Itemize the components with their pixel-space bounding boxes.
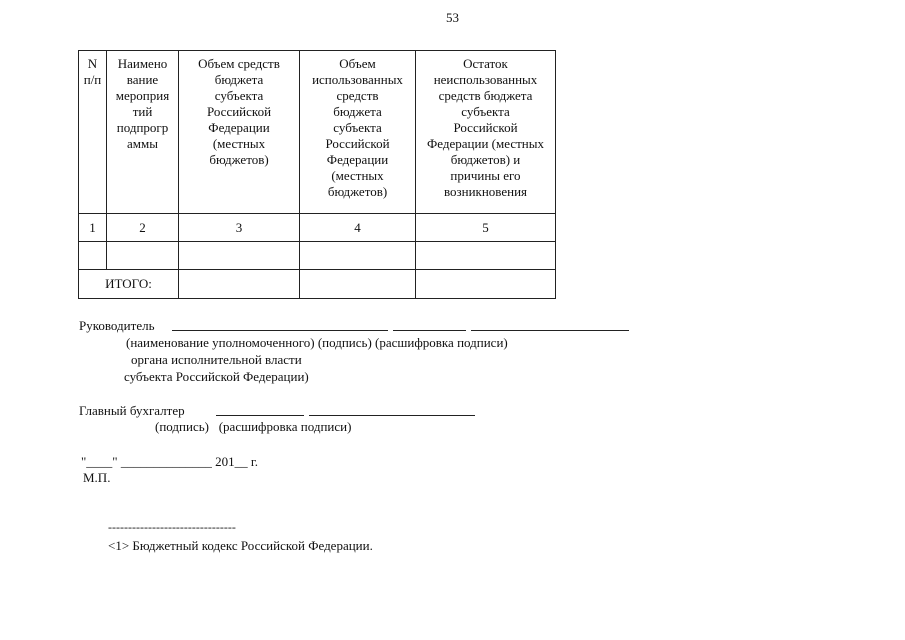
accountant-label: Главный бухгалтер [79, 403, 185, 418]
page-number: 53 [446, 10, 459, 25]
column-number: 2 [107, 214, 179, 242]
table-cell [416, 242, 556, 270]
head-decode-line [471, 330, 629, 331]
total-cell [416, 270, 556, 299]
table-header-row [79, 51, 556, 214]
header-cell-activity-name: Наимено вание мероприя тий подпрогр аммы [107, 51, 179, 214]
column-number-row [79, 214, 556, 242]
header-cell-budget-volume: Объем средств бюджета субъекта Российской Федерации (местных бюджетов) [179, 51, 300, 214]
header-cell-remaining-balance: Остаток неиспользованных средств бюджета субъекта Российской Федерации (местных бюджетов) и причины его возникновения [416, 51, 556, 214]
table-cell [79, 242, 107, 270]
footnote-separator: -------------------------------- [108, 520, 236, 534]
stamp-label: М.П. [83, 470, 111, 485]
column-number: 3 [179, 214, 300, 242]
head-caption-line3: субъекта Российской Федерации) [124, 369, 309, 384]
date-line: "____" ______________ 201__ г. [81, 454, 258, 469]
header-cell-number: N п/п [79, 51, 107, 214]
table-row [79, 242, 556, 270]
column-number: 4 [300, 214, 416, 242]
column-number: 1 [79, 214, 107, 242]
accountant-signature-line [216, 415, 304, 416]
header-cell-used-volume: Объем использованных средств бюджета субъекта Российской Федерации (местных бюджетов) [300, 51, 416, 214]
total-cell [179, 270, 300, 299]
accountant-caption: (подпись) (расшифровка подписи) [155, 419, 352, 434]
head-caption-line2: органа исполнительной власти [131, 352, 302, 367]
total-cell [300, 270, 416, 299]
total-label: ИТОГО: [79, 270, 179, 299]
accountant-decode-line [309, 415, 475, 416]
head-signature-line [393, 330, 466, 331]
total-row [79, 270, 556, 299]
table-cell [107, 242, 179, 270]
head-org-line [172, 330, 388, 331]
table-cell [179, 242, 300, 270]
head-label: Руководитель [79, 318, 155, 333]
head-caption: (наименование уполномоченного) (подпись) (расшифровка подписи) [126, 335, 508, 350]
report-table [78, 50, 556, 299]
column-number: 5 [416, 214, 556, 242]
footnote-text: <1> Бюджетный кодекс Российской Федерации. [108, 538, 373, 553]
table-cell [300, 242, 416, 270]
